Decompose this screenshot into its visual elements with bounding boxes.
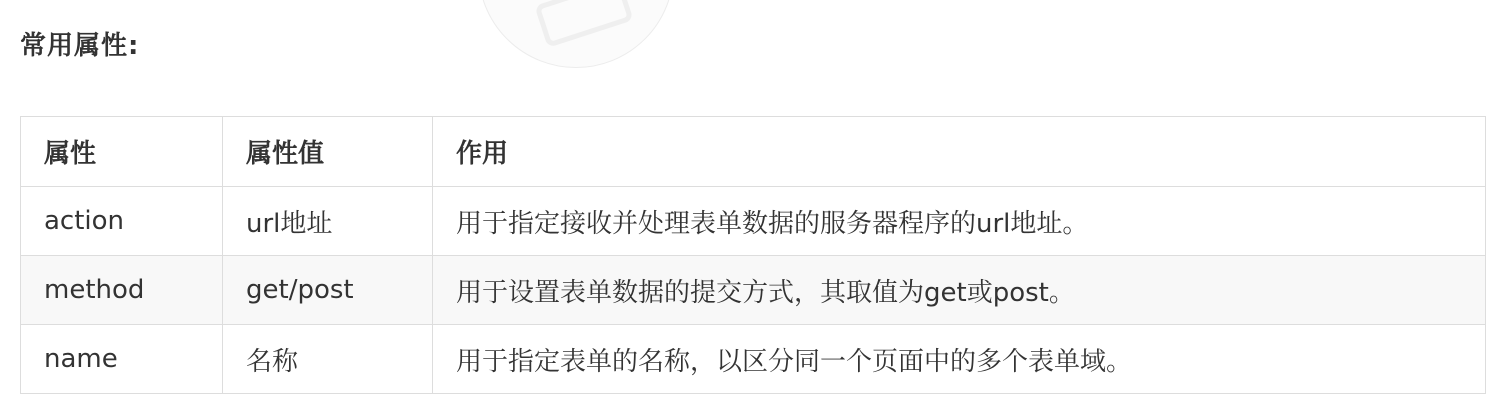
- table-row: [21, 325, 1486, 394]
- cell-purpose: 用于设置表单数据的提交方式，其取值为get或post。: [433, 256, 1486, 325]
- cell-purpose: 用于指定接收并处理表单数据的服务器程序的url地址。: [433, 187, 1486, 256]
- section-title: 常用属性:: [20, 31, 140, 61]
- table-row: [21, 187, 1486, 256]
- cell-attribute: name: [21, 325, 223, 394]
- cell-attribute: action: [21, 187, 223, 256]
- cell-attribute-value: 名称: [223, 325, 433, 394]
- table-header-row: [21, 117, 1486, 187]
- cell-attribute: method: [21, 256, 223, 325]
- cell-purpose: 用于指定表单的名称，以区分同一个页面中的多个表单域。: [433, 325, 1486, 394]
- header-attribute: 属性: [21, 117, 223, 187]
- attributes-table: [20, 116, 1486, 394]
- cell-attribute-value: url地址: [223, 187, 433, 256]
- header-attribute-value: 属性值: [223, 117, 433, 187]
- watermark-logo: [478, 0, 674, 68]
- cell-attribute-value: get/post: [223, 256, 433, 325]
- header-purpose: 作用: [433, 117, 1486, 187]
- table-row: [21, 256, 1486, 325]
